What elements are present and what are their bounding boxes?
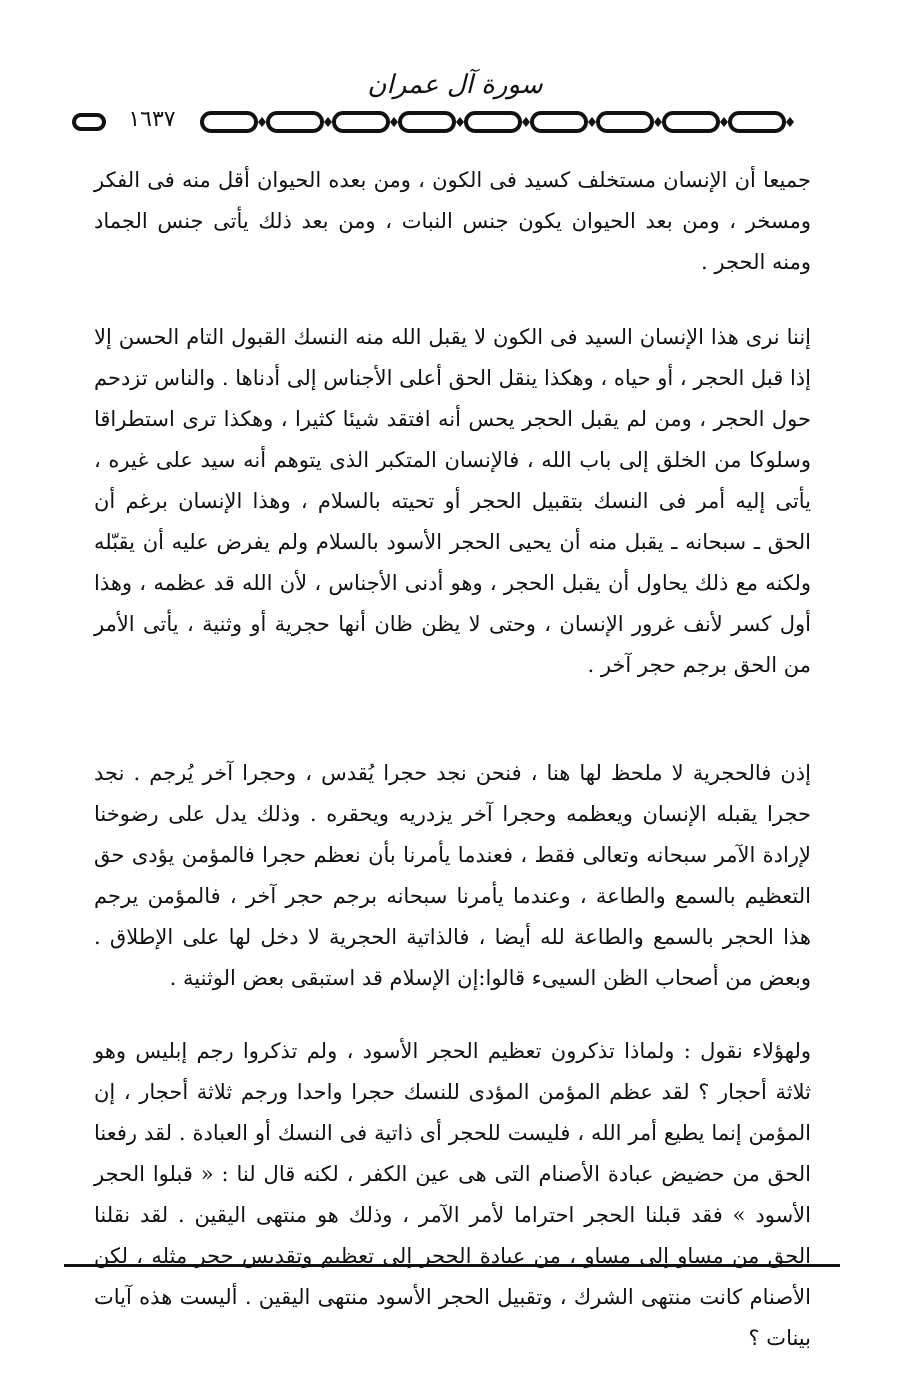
chain-link — [664, 113, 718, 131]
chain-diamond — [522, 117, 530, 127]
page-body — [94, 160, 811, 1359]
chain-link — [730, 113, 784, 131]
chain-link — [334, 113, 388, 131]
paragraph: ولهؤلاء نقول : ولماذا تذكرون تعظيم الحجر الأسود ، ولم تذكروا رجم إبليس وهو ثلاثة أحجار ؟ لقد عظم المؤمن المؤدى للنسك حجرا واحدا ورجم ثلاثة أحجار ، إن المؤمن إنما يطيع أمر الله ، فليست للحجر أى ذاتية فى النسك أو العبادة . لقد رفعنا الحق من حضيض عبادة الأصنام التى هى عين الكفر ، لكنه قال لنا : « قبلوا الحجر الأسود » فقد قبلنا الحجر احتراما لأمر الآمر ، وذلك هو منتهى اليقين . لقد نقلنا الحق من مساو إلى مساو ، من عبادة الحجر إلى تعظيم وتقديس حجر مثله ، لكن الأصنام كانت منتهى الشرك ، وتقبيل الحجر الأسود منتهى اليقين . أليست هذه آيات بينات ؟ — [94, 1039, 811, 1350]
page-number: ١٦٣٧ — [128, 107, 176, 132]
chain-diamond — [720, 117, 728, 127]
chain-diamond — [786, 117, 794, 127]
chain-diamond — [654, 117, 662, 127]
chain-diamond — [588, 117, 596, 127]
chain-diamond — [258, 117, 266, 127]
paragraph: جميعا أن الإنسان مستخلف كسيد فى الكون ، ومن بعده الحيوان أقل منه فى الفكر ومسخر ، ومن بعد الحيوان يكون جنس النبات ، ومن بعد ذلك يأتى جنس الجماد ومنه الحجر . — [94, 168, 811, 274]
chain-link — [268, 113, 322, 131]
chain-link — [202, 113, 256, 131]
chain-link — [598, 113, 652, 131]
chain-diamond — [390, 117, 398, 127]
page-header — [70, 66, 840, 146]
paragraph: إذن فالحجرية لا ملحظ لها هنا ، فنحن نجد حجرا يُقدس ، وحجرا آخر يُرجم . نجد حجرا يقبله الإنسان ويعظمه وحجرا آخر يزدريه ويحقره . وذلك يدل على رضوخنا لإرادة الآمر سبحانه وتعالى فقط ، فعندما يأمرنا بأن نعظم حجرا فالمؤمن يؤدى حق التعظيم بالسمع والطاعة ، وعندما يأمرنا سبحانه برجم حجر آخر ، فالمؤمن يرجم هذا الحجر بالسمع والطاعة لله أيضا ، فالذاتية الحجرية لا دخل لها على الإطلاق . وبعض من أصحاب الظن السيىء قالوا:إن الإسلام قد استبقى بعض الوثنية . — [94, 761, 811, 990]
paragraph: إننا نرى هذا الإنسان السيد فى الكون لا يقبل الله منه النسك القبول التام الحسن إلا إذا قبل الحجر ، أو حياه ، وهكذا ينقل الحق أعلى الأجناس إلى أدناها . والناس تزدحم حول الحجر ، ومن لم يقبل الحجر يحس أنه افتقد شيئا كثيرا ، وهكذا ترى استطراقا وسلوكا من الخلق إلى باب الله ، فالإنسان المتكبر الذى يتوهم أنه سيد على غيره ، يأتى إليه أمر فى النسك بتقبيل الحجر أو تحيته بالسلام ، وهذا الإنسان برغم أن الحق ـ سبحانه ـ يقبل منه أن يحيى الحجر الأسود بالسلام ولم يفرض عليه أن يقبّله ولكنه مع ذلك يحاول أن يقبل الحجر ، وهو أدنى الأجناس ، لأن الله قد عظمه ، وهذا أول كسر لأنف غرور الإنسان ، وحتى لا يظن ظان أنها حجرية أو وثنية ، يأتى الأمر من الحق برجم حجر آخر . — [94, 325, 811, 677]
chain-diamond — [324, 117, 332, 127]
surah-title: سورة آل عمران — [367, 70, 543, 100]
chain-link — [74, 115, 104, 129]
chain-link — [466, 113, 520, 131]
footer-rule — [64, 1264, 840, 1267]
chain-link — [400, 113, 454, 131]
chain-diamond — [456, 117, 464, 127]
chain-link — [532, 113, 586, 131]
